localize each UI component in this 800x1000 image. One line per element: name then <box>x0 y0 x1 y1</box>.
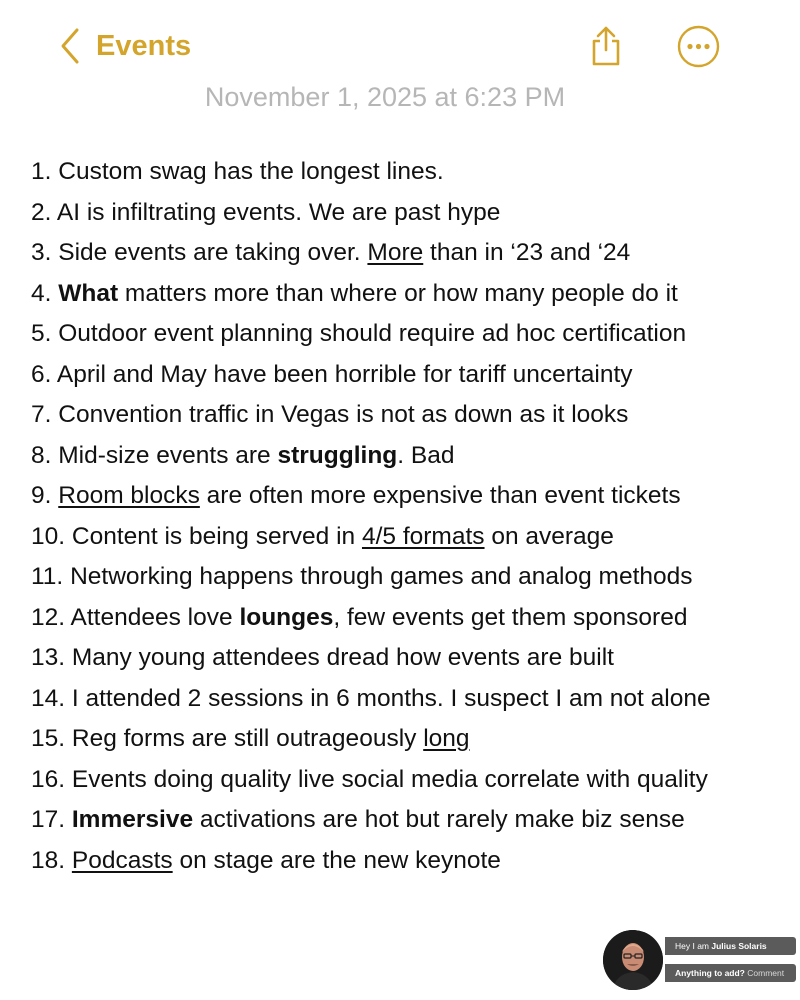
chevron-left-icon <box>58 27 82 65</box>
list-item-bold-text: What <box>58 279 119 307</box>
list-item-text: Many young attendees dread how events are built <box>71 644 614 671</box>
list-item-number: 11. <box>31 563 64 590</box>
list-item-number: 15. <box>31 725 66 752</box>
list-item <box>31 193 711 234</box>
list-item <box>31 152 711 193</box>
list-item-number: 3. <box>31 239 52 266</box>
list-item <box>31 841 711 882</box>
avatar[interactable] <box>603 930 663 990</box>
list-item <box>31 274 711 315</box>
list-item-text: activations are hot but rarely make biz sense <box>193 806 685 833</box>
list-item-underlined-text: Podcasts <box>71 846 173 874</box>
share-icon <box>587 24 627 68</box>
list-item-text: April and May have been horrible for tariff uncertainty <box>56 360 633 388</box>
comment-link[interactable]: Comment <box>747 968 785 978</box>
list-item <box>31 517 711 558</box>
list-item-text: Reg forms are still outrageously <box>71 725 424 752</box>
list-item-text: are often more expensive than event tickets <box>199 482 681 509</box>
list-item-text: Events doing quality live social media correlate with quality <box>71 765 708 793</box>
list-item <box>31 760 711 801</box>
list-item <box>31 355 711 396</box>
list-item-number: 12. <box>31 603 66 631</box>
list-item-text: Custom swag has the longest lines. <box>58 158 444 185</box>
list-item <box>31 598 711 639</box>
list-item-number: 6. <box>31 360 52 388</box>
list-item <box>31 679 711 720</box>
list-item-text: AI is infiltrating events. We are past hype <box>56 198 501 226</box>
list-item-text: , few events get them sponsored <box>333 603 688 631</box>
list-item-number: 9. <box>31 482 52 509</box>
list-item-number: 5. <box>31 320 52 347</box>
list-item <box>31 800 711 841</box>
profile-name: Julius Solaris <box>711 941 767 951</box>
list-item <box>31 638 711 679</box>
list-item <box>31 436 711 477</box>
profile-greeting: Hey I am Julius Solaris <box>665 937 796 955</box>
list-item-underlined-text: Room blocks <box>58 482 200 509</box>
list-item-bold-text: Immersive <box>71 806 194 833</box>
list-item-bold-text: lounges <box>239 603 334 631</box>
note-timestamp: November 1, 2025 at 6:23 PM <box>204 82 566 112</box>
list-item-text: Convention traffic in Vegas is not as down as it looks <box>58 401 629 428</box>
list-item-text: matters more than where or how many people do it <box>118 279 678 307</box>
list-item-text: Networking happens through games and analog methods <box>70 563 693 590</box>
list-item-number: 16. <box>31 765 66 793</box>
back-button[interactable] <box>58 24 191 68</box>
list-item-text: on average <box>484 522 614 550</box>
list-item-text: than in ‘23 and ‘24 <box>423 239 631 266</box>
note-body[interactable] <box>31 152 711 881</box>
list-item-number: 14. <box>31 684 66 712</box>
list-item-underlined-text: 4/5 formats <box>361 522 485 550</box>
profile-card[interactable] <box>603 930 798 994</box>
list-item-number: 17. <box>31 806 66 833</box>
list-item-number: 10. <box>31 522 66 550</box>
list-item-text: Outdoor event planning should require ad hoc certification <box>58 320 687 347</box>
back-label: Events <box>96 29 192 62</box>
more-options-button[interactable] <box>677 25 720 68</box>
list-item-number: 2. <box>31 198 52 226</box>
more-icon <box>677 25 720 68</box>
list-item-text: Content is being served in <box>71 522 362 550</box>
list-item <box>31 719 711 760</box>
list-item-underlined-text: long <box>423 725 470 752</box>
list-item-bold-text: struggling <box>277 441 398 469</box>
list-item <box>31 476 711 517</box>
list-item-number: 1. <box>31 158 52 185</box>
list-item-number: 4. <box>31 279 52 307</box>
list-item-text: Side events are taking over. <box>58 239 368 266</box>
list-item-text: Attendees love <box>70 603 240 631</box>
list-item <box>31 314 711 355</box>
list-item-underlined-text: More <box>367 239 424 266</box>
list-item <box>31 395 711 436</box>
list-item-number: 13. <box>31 644 66 671</box>
share-button[interactable] <box>587 24 627 68</box>
list-item-number: 18. <box>31 846 66 874</box>
list-item-text: Mid-size events are <box>58 441 278 469</box>
list-item <box>31 557 711 598</box>
list-item-number: 8. <box>31 441 52 469</box>
list-item-text: on stage are the new keynote <box>172 846 501 874</box>
list-item-number: 7. <box>31 401 52 428</box>
list-item-text: . Bad <box>397 441 455 469</box>
list-item <box>31 233 711 274</box>
list-item-text: I attended 2 sessions in 6 months. I suspect I am not alone <box>71 684 711 712</box>
profile-prompt: Anything to add? Comment <box>665 964 796 982</box>
